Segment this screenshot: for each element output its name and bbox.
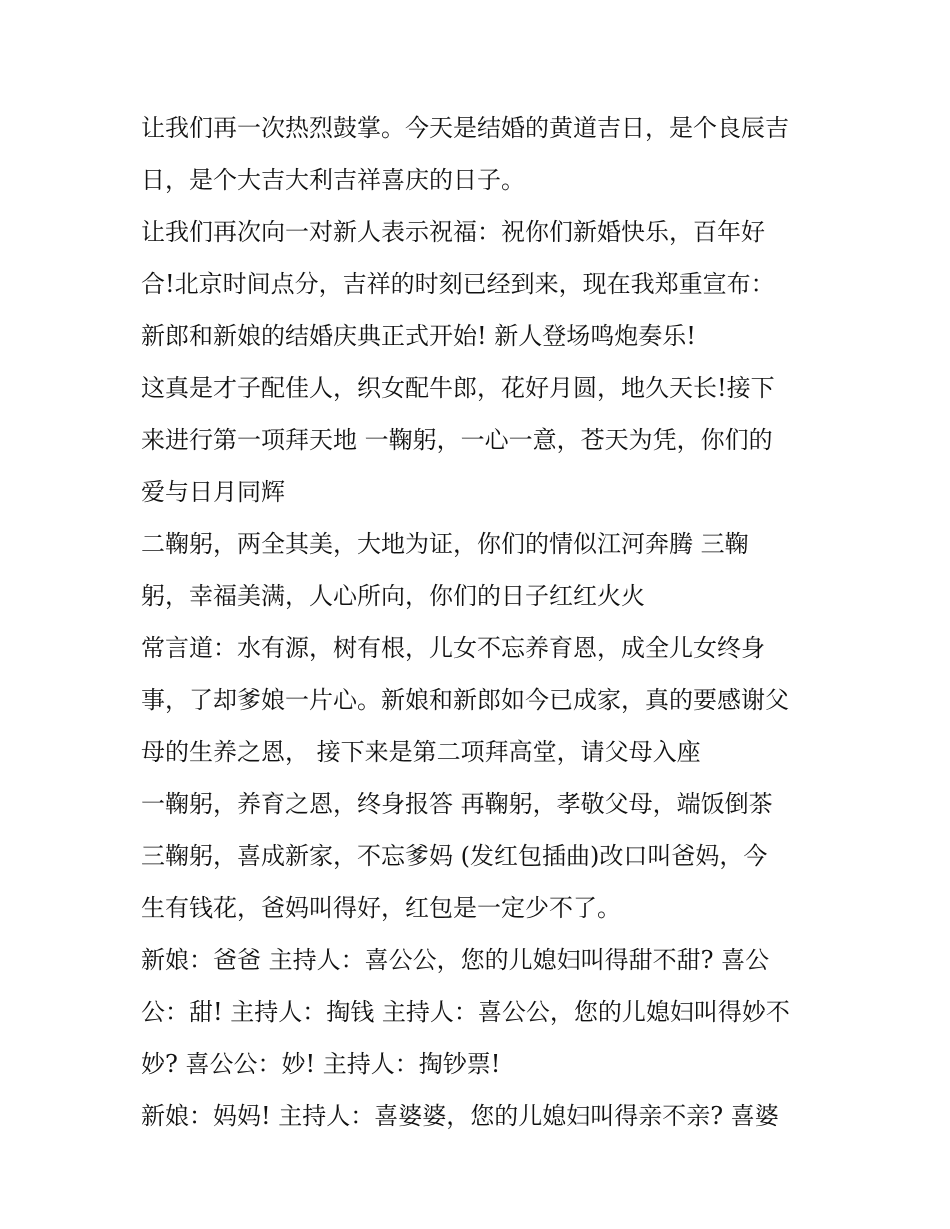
text-line: 新郎和新娘的结婚庆典正式开始! 新人登场鸣炮奏乐! [141, 322, 696, 350]
text-line: 常言道：水有源，树有根，儿女不忘养育恩，成全儿女终身 [141, 634, 765, 662]
text-line: 新娘：爸爸 主持人：喜公公，您的儿媳妇叫得甜不甜? 喜公 [141, 946, 770, 974]
text-line: 日，是个大吉大利吉祥喜庆的日子。 [141, 166, 525, 194]
text-line: 一鞠躬，养育之恩，终身报答 再鞠躬，孝敬父母，端饭倒茶 [141, 790, 773, 818]
text-line: 母的生养之恩， 接下来是第二项拜高堂，请父母入座 [141, 738, 701, 766]
body-text [141, 102, 821, 1142]
text-line: 事，了却爹娘一片心。新娘和新郎如今已成家，真的要感谢父 [141, 686, 789, 714]
text-line: 这真是才子配佳人，织女配牛郎，花好月圆，地久天长!接下 [141, 374, 775, 402]
text-line: 让我们再一次热烈鼓掌。今天是结婚的黄道吉日，是个良辰吉 [141, 114, 789, 142]
text-line: 躬，幸福美满，人心所向，你们的日子红红火火 [141, 582, 645, 610]
text-line: 爱与日月同辉 [141, 478, 285, 506]
text-line: 三鞠躬，喜成新家，不忘爹妈 (发红包插曲)改口叫爸妈，今 [141, 842, 768, 870]
text-line: 妙? 喜公公：妙! 主持人：掏钞票! [141, 1050, 501, 1078]
text-line: 二鞠躬，两全其美，大地为证，你们的情似江河奔腾 三鞠 [141, 530, 749, 558]
text-line: 来进行第一项拜天地 一鞠躬，一心一意，苍天为凭，你们的 [141, 426, 773, 454]
text-line: 生有钱花，爸妈叫得好，红包是一定少不了。 [141, 894, 621, 922]
text-line: 新娘：妈妈! 主持人：喜婆婆，您的儿媳妇叫得亲不亲? 喜婆 [141, 1102, 779, 1130]
text-line: 合!北京时间点分，吉祥的时刻已经到来，现在我郑重宣布： [141, 270, 775, 298]
text-line: 公：甜! 主持人：掏钱 主持人：喜公公，您的儿媳妇叫得妙不 [141, 998, 790, 1026]
text-line: 让我们再次向一对新人表示祝福：祝你们新婚快乐，百年好 [141, 218, 765, 246]
